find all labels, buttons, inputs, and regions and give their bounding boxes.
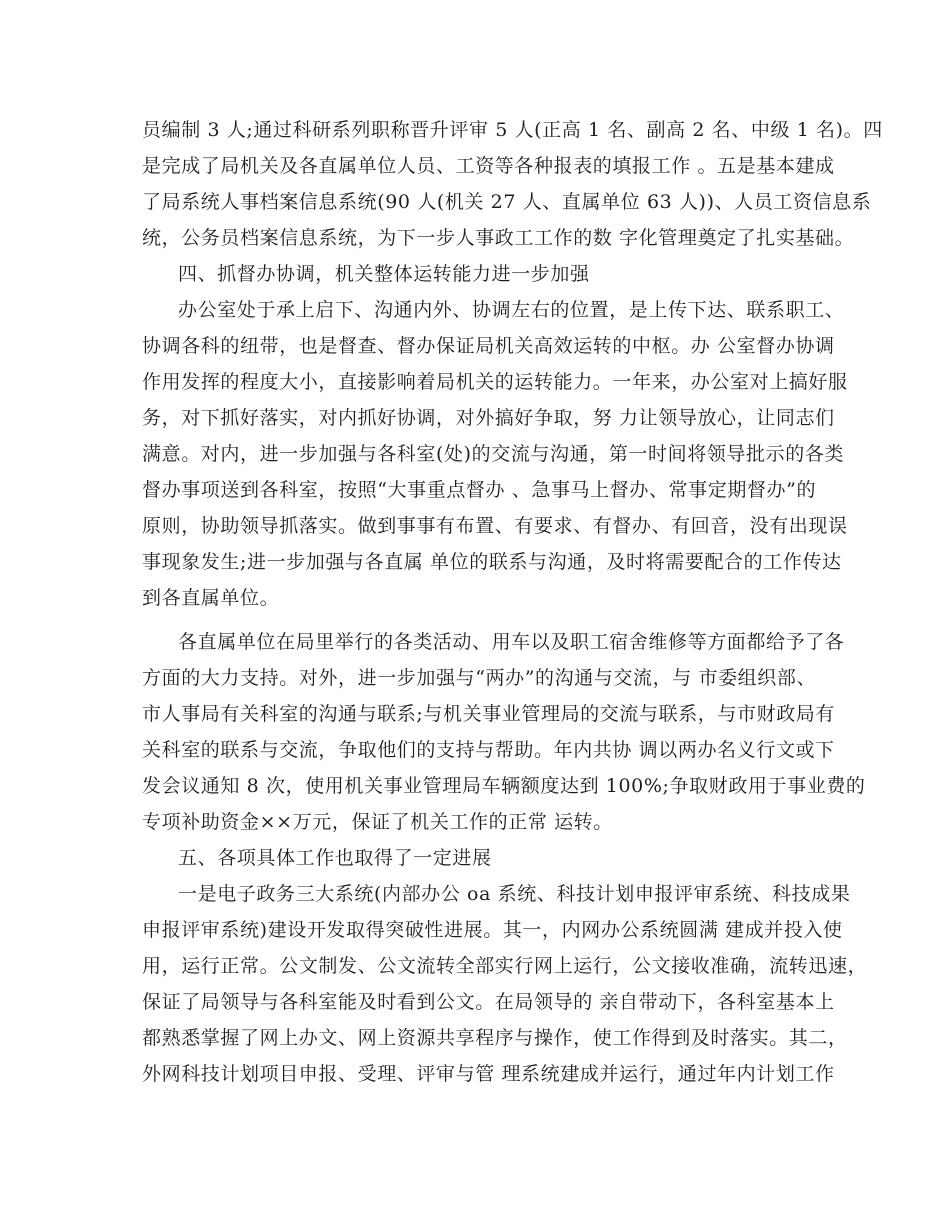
text-line: 作用发挥的程度大小，直接影响着局机关的运转能力。一年来，办公室对上搞好服 [142, 371, 848, 393]
text-line: 市人事局有关科室的沟通与联系;与机关事业管理局的交流与联系，与市财政局有 [142, 703, 836, 725]
text-line: 都熟悉掌握了网上办文、网上资源共享程序与操作，使工作得到及时落实。其二， [142, 1027, 848, 1049]
text-line: 了局系统人事档案信息系统(90 人(机关 27 人、直属单位 63 人))、人员工资信息系 [142, 191, 872, 213]
paragraph-start-line: 办公室处于承上启下、沟通内外、协调左右的位置，是上传下达、联系职工、 [178, 299, 845, 321]
text-line: 保证了局领导与各科室能及时看到公文。在局领导的 亲自带动下，各科室基本上 [142, 991, 835, 1013]
text-line: 督办事项送到各科室，按照“大事重点督办 、急事马上督办、常事定期督办”的 [142, 479, 817, 501]
text-line: 原则，协助领导抓落实。做到事事有布置、有要求、有督办、有回音，没有出现误 [142, 515, 848, 537]
text-line: 务，对下抓好落实，对内抓好协调，对外搞好争取，努 力让领导放心，让同志们 [142, 407, 835, 429]
text-line: 事现象发生;进一步加强与各直属 单位的联系与沟通，及时将需要配合的工作传达 [142, 551, 842, 573]
text-line: 是完成了局机关及各直属单位人员、工资等各种报表的填报工作 。五是基本建成 [142, 155, 835, 177]
text-line: 外网科技计划项目申报、受理、评审与管 理系统建成并运行，通过年内计划工作 [142, 1063, 835, 1085]
text-line: 到各直属单位。 [142, 587, 280, 609]
text-line: 协调各科的纽带，也是督查、督办保证局机关高效运转的中枢。办 公室督办协调 [142, 335, 835, 357]
text-line: 员编制 3 人;通过科研系列职称晋升评审 5 人(正高 1 名、副高 2 名、中级 1 名)。四 [142, 119, 883, 141]
section-heading: 四、抓督办协调，机关整体运转能力进一步加强 [178, 263, 590, 285]
text-line: 申报评审系统)建设开发取得突破性进展。其一，内网办公系统圆满 建成并投入使 [142, 919, 843, 941]
text-line: 满意。对内，进一步加强与各科室(处)的交流与沟通，第一时间将领导批示的各类 [142, 443, 845, 465]
text-line: 关科室的联系与交流，争取他们的支持与帮助。年内共协 调以两办名义行文或下 [142, 739, 835, 761]
section-heading: 五、各项具体工作也取得了一定进展 [178, 847, 492, 869]
text-line: 用，运行正常。公文制发、公文流转全部实行网上运行，公文接收准确，流转迅速， [142, 955, 868, 977]
text-line: 发会议通知 8 次，使用机关事业管理局车辆额度达到 100%;争取财政用于事业费的 [142, 775, 866, 797]
text-line: 统，公务员档案信息系统，为下一步人事政工工作的数 字化管理奠定了扎实基础。 [142, 227, 855, 249]
text-line: 方面的大力支持。对外，进一步加强与“两办”的沟通与交流，与 市委组织部、 [142, 667, 817, 689]
text-line: 专项补助资金××万元，保证了机关工作的正常 运转。 [142, 811, 613, 833]
paragraph-start-line: 一是电子政务三大系统(内部办公 oa 系统、科技计划申报评审系统、科技成果 [178, 883, 851, 905]
paragraph-start-line: 各直属单位在局里举行的各类活动、用车以及职工宿舍维修等方面都给予了各 [178, 631, 845, 653]
